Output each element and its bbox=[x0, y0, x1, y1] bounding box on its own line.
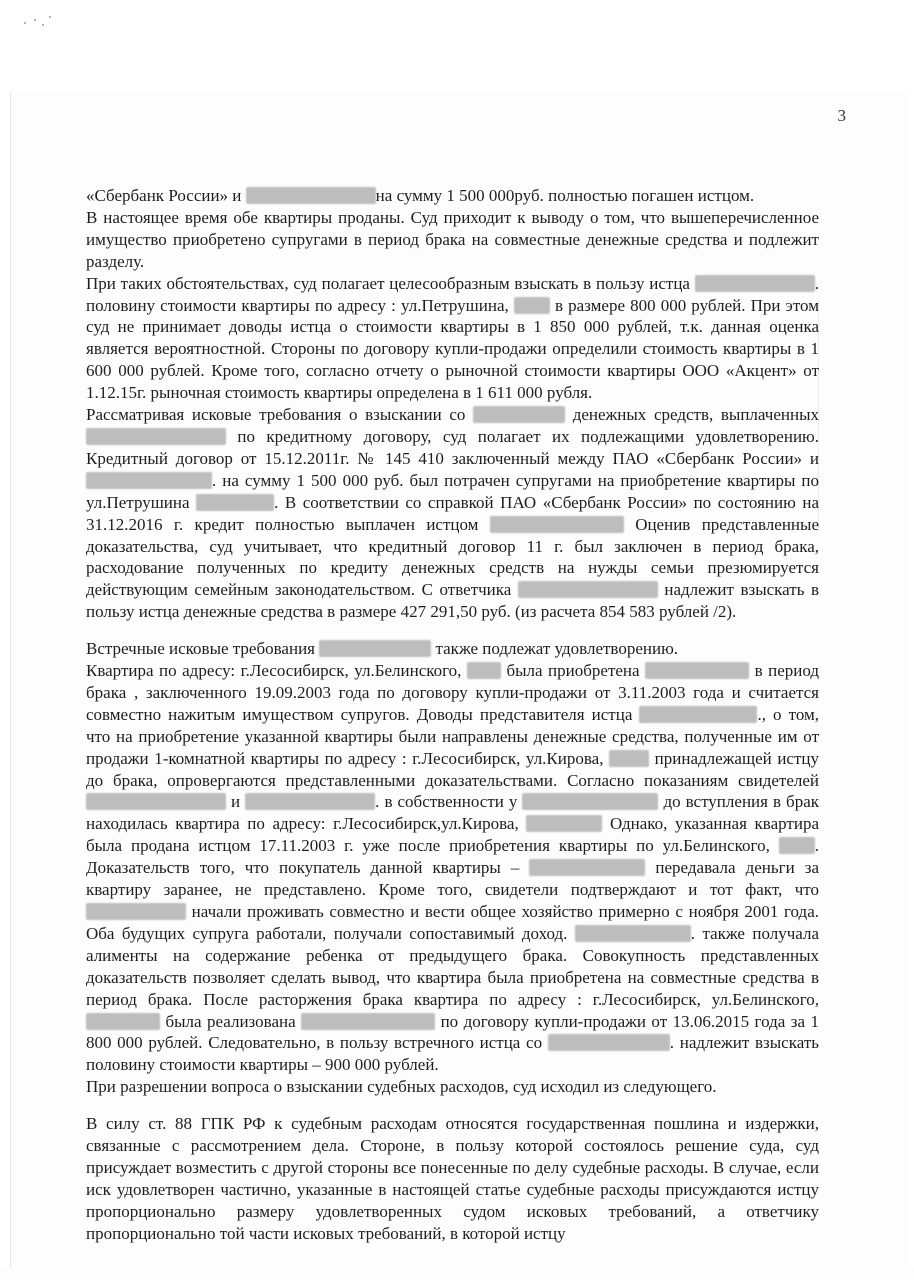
redacted-name bbox=[490, 516, 624, 533]
page-number: 3 bbox=[837, 106, 846, 125]
redacted-address bbox=[86, 1013, 160, 1030]
document-body bbox=[86, 185, 819, 1245]
paragraph-3: При таких обстоятельствах, суд полагает целесообразным взыскать в пользу истца . половину стоимости квартиры по адресу : ул.Петрушина, в размере 800 000 рублей. При этом суд не принимает доводы истца о стоимости квартиры в 1 850 000 рублей, т.к. данная оценка является вероятностной. Стороны по договору купли-продажи определили стоимость квартиры в 1 600 000 рублей. Кроме того, согласно отчету о рыночной стоимости квартиры ООО «Акцент» от 1.12.15г. рыночная стоимость квартиры определена в 1 611 000 рубля. bbox=[86, 273, 819, 403]
redacted-address bbox=[609, 750, 649, 767]
redacted-name bbox=[86, 793, 226, 810]
redacted-name bbox=[518, 581, 658, 598]
paragraph-8: В силу ст. 88 ГПК РФ к судебным расходам относятся государственная пошлина и издержки, связанные с рассмотрением дела. Стороне, в пользу которой состоялось решение суда, суд присуждает возместить с другой стороны все понесенные по делу судебные расходы. В случае, если иск удовлетворен частично, указанные в настоящей статье судебные расходы присуждаются истцу пропорционально размеру удовлетворенных судом исковых требований, а ответчику пропорционально той части исковых требований, в которой истцу bbox=[86, 1114, 819, 1243]
paragraph-2: В настоящее время обе квартиры проданы. Суд приходит к выводу о том, что вышеперечисленное имущество приобретено супругами в период брака на совместные денежные средства и подлежит разделу. bbox=[86, 207, 819, 271]
redacted-address bbox=[526, 815, 602, 832]
redacted-address bbox=[196, 494, 274, 511]
page-cutoff bbox=[0, 1268, 914, 1280]
paragraph-4: Рассматривая исковые требования о взыскании со денежных средств, выплаченных по кредитному договору, суд полагает их подлежащими удовлетворению. Кредитный договор от 15.12.2011г. № 145 410 заключенный между ПАО «Сбербанк России» и . на сумму 1 500 000 руб. был потрачен супругами на приобретение квартиры по ул.Петрушина . В соответствии со справкой ПАО «Сбербанк России» по состоянию на 31.12.2016 г. кредит полностью выплачен истцом Оценив представленные доказательства, суд учитывает, что кредитный договор 11 г. был заключен в период брака, расходование полученных по кредиту денежных средств на нужды семьи презюмируется действующим семейным законодательством. С ответчика надлежит взыскать в пользу истца денежные средства в размере 427 291,50 руб. (из расчета 854 583 рублей /2). bbox=[86, 405, 819, 622]
redacted-name bbox=[639, 706, 757, 723]
scan-margin bbox=[0, 0, 914, 92]
redacted-name bbox=[86, 903, 186, 920]
redacted-address bbox=[779, 837, 815, 854]
redacted-name bbox=[575, 925, 691, 942]
redacted-name bbox=[473, 406, 565, 423]
redacted-name bbox=[529, 859, 645, 876]
redacted-name bbox=[645, 662, 749, 679]
scan-specks bbox=[22, 10, 62, 30]
paragraph-6: Квартира по адресу: г.Лесосибирск, ул.Белинского, была приобретена в период брака , заключенного 19.09.2003 года по договору купли-продажи от 3.11.2003 года и считается совместно нажитым имуществом супругов. Доводы представителя истца ., о том, что на приобретение указанной квартиры были направлены денежные средства, полученные им от продажи 1-комнатной квартиры по адресу : г.Лесосибирск, ул.Кирова, принадлежащей истцу до брака, опровергаются представленными доказательствами. Согласно показаниям свидетелей и . в собственности у до вступления в брак находилась квартира по адресу: г.Лесосибирск,ул.Кирова, Однако, указанная квартира была продана истцом 17.11.2003 г. уже после приобретения квартиры по ул.Белинского, . Доказательств того, что покупатель данной квартиры – передавала деньги за квартиру заранее, не представлено. Кроме того, свидетели подтверждают и тот факт, что начали проживать совместно и вести общее хозяйство примерно с ноября 2001 года. Оба будущих супруга работали, получали сопоставимый доход. . также получала алименты на содержание ребенка от предыдущего брака. Совокупность представленных доказательств позволяет сделать вывод, что квартира была приобретена на совместные средства в период брака. После расторжения брака квартира по адресу : г.Лесосибирск, ул.Белинского, была реализована по договору купли-продажи от 13.06.2015 года за 1 800 000 рублей. Следовательно, в пользу встречного истца со . надлежит взыскать половину стоимости квартиры – 900 000 рублей. bbox=[86, 661, 820, 1075]
paragraph-7: При разрешении вопроса о взыскании судебных расходов, суд исходил из следующего. bbox=[86, 1077, 717, 1097]
redacted-address bbox=[514, 297, 550, 314]
redacted-address bbox=[467, 662, 501, 679]
paragraph-5: Встречные исковые требования также подлежат удовлетворению. bbox=[86, 639, 679, 659]
redacted-name bbox=[301, 1013, 435, 1030]
redacted-name bbox=[319, 640, 431, 657]
redacted-name bbox=[86, 428, 226, 445]
redacted-name bbox=[245, 793, 375, 810]
redacted-name bbox=[548, 1034, 670, 1051]
redacted-name bbox=[246, 187, 376, 204]
paragraph-1: «Сбербанк России» и на сумму 1 500 000руб. полностью погашен истцом. bbox=[86, 186, 755, 205]
redacted-name bbox=[695, 275, 815, 292]
redacted-name bbox=[86, 472, 212, 489]
redacted-name bbox=[522, 793, 658, 810]
